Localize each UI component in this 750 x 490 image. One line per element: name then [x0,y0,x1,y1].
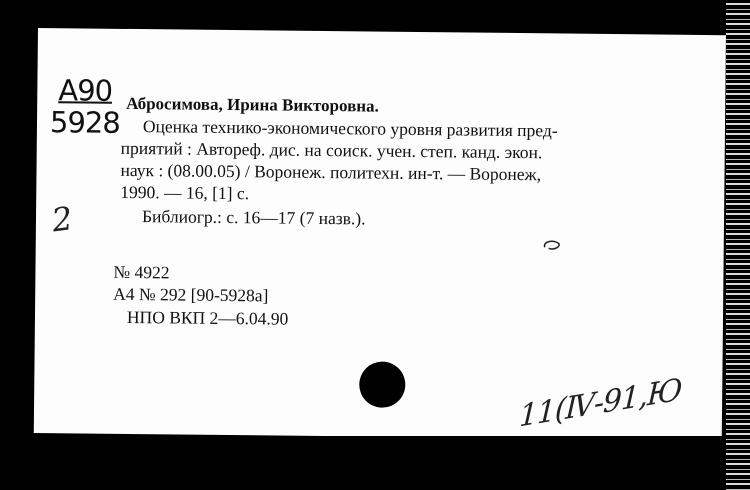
title-line-4: 1990. — 16, [1] с. [120,181,250,204]
punch-hole [359,361,405,407]
title-line-1: Оценка технико-экономического уровня развития пред- [142,116,558,141]
call-number-line2: 5928 [49,105,121,140]
scan-left-border [0,0,38,490]
scan-bottom-border [40,436,726,490]
publisher-stamp: НПО ВКП 2—6.04.90 [126,306,289,329]
registration-number: № 4922 [113,261,170,283]
ink-scribble [541,238,563,252]
scan-right-edge [726,0,750,490]
handwritten-mark: 2 [49,199,75,240]
call-number-line1: А90 [58,73,113,108]
catalog-card [34,28,726,440]
title-line-2: приятий : Автореф. дис. на соиск. учен. степ. канд. экон. [120,137,543,163]
author-heading: Абросимова, Ирина Викторовна. [126,93,379,116]
bibliography-note: Библиогр.: с. 16—17 (7 назв.). [141,206,366,229]
title-line-3: наук : (08.00.05) / Воронеж. политехн. ин-т. — Воронеж, [120,159,542,185]
handwritten-bottom-note: 11(Ⅳ-91,Ю [518,372,683,435]
record-number: А4 № 292 [90-5928а] [113,283,269,306]
